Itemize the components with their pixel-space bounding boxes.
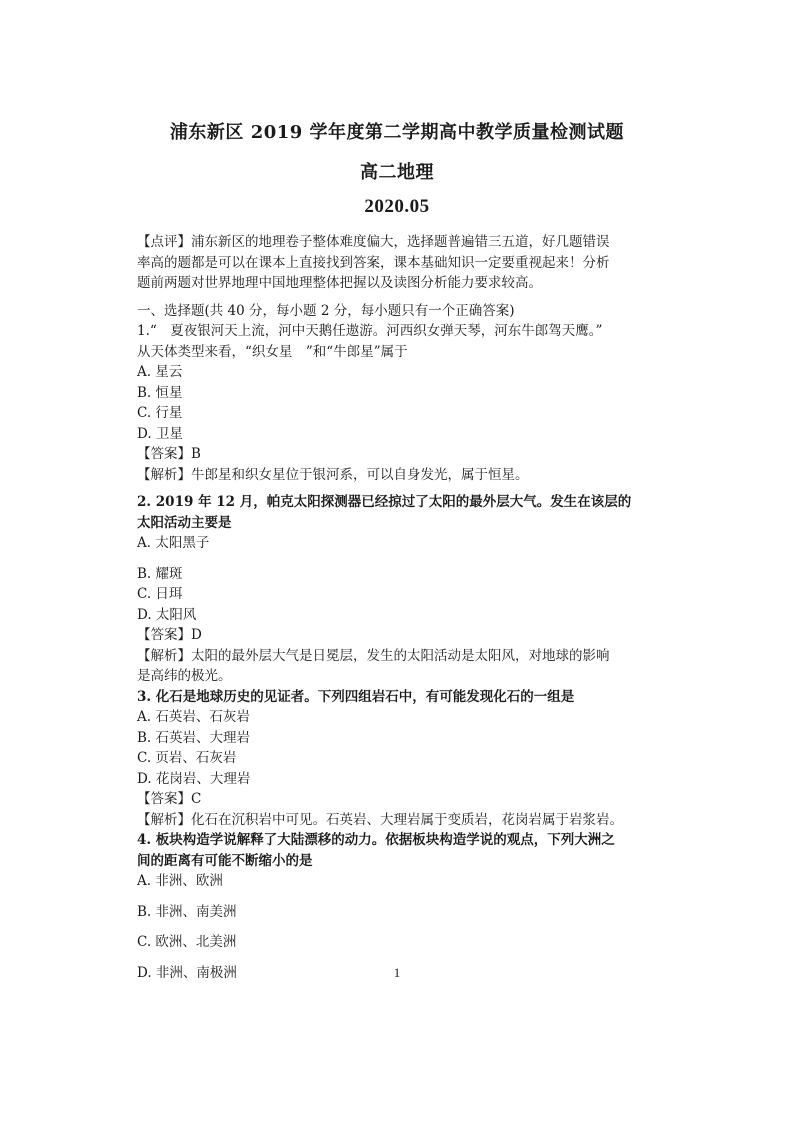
review-line: 题前两题对世界地理中国地理整体把握以及读图分析能力要求较高。 xyxy=(137,275,542,291)
option: D. 太阳风 xyxy=(137,606,197,623)
review-line: 【点评】浦东新区的地理卷子整体难度偏大，选择题普遍错三五道，好几题错误 xyxy=(137,234,610,250)
exam-title: 浦东新区 2019 学年度第二学期高中教学质量检测试题 xyxy=(169,122,625,143)
option: D. 卫星 xyxy=(137,425,183,442)
review-line: 率高的题都是可以在课本上直接找到答案，课本基础知识一定要重视起来！分析 xyxy=(137,254,610,271)
question-stem: 从天体类型来看，“织女星 ”和“牛郎星”属于 xyxy=(137,343,408,360)
option: B. 石英岩、大理岩 xyxy=(137,729,251,746)
option: C. 欧洲、北美洲 xyxy=(137,934,237,950)
question-stem: 3. 化石是地球历史的见证者。下列四组岩石中，有可能发现化石的一组是 xyxy=(137,688,575,705)
question-2 xyxy=(137,492,667,687)
option: D. 非洲、南极洲 xyxy=(137,964,237,981)
option: C. 日珥 xyxy=(137,586,183,602)
question-stem: 太阳活动主要是 xyxy=(137,514,232,531)
answer: 【答案】D xyxy=(137,627,202,643)
question-stem: 1.“ 夏夜银河天上流，河中天鹅任遨游。河西织女弹天琴，河东牛郎驾天鹰。” xyxy=(137,323,603,339)
question-4 xyxy=(137,830,667,983)
question-3 xyxy=(137,687,667,831)
option: A. 石英岩、石灰岩 xyxy=(137,709,250,725)
option: C. 行星 xyxy=(137,405,183,421)
question-stem: 间的距离有可能不断缩小的是 xyxy=(137,852,313,869)
option: B. 耀斑 xyxy=(137,565,183,582)
answer: 【答案】B xyxy=(137,446,201,462)
option: A. 太阳黑子 xyxy=(137,535,210,551)
review-paragraph xyxy=(137,232,667,294)
answer: 【答案】C xyxy=(137,791,202,807)
option: D. 花岗岩、大理岩 xyxy=(137,770,251,787)
option: A. 非洲、欧洲 xyxy=(137,873,223,889)
analysis: 【解析】牛郎星和织女星位于银河系，可以自身发光，属于恒星。 xyxy=(137,466,529,483)
exam-subject: 高二地理 xyxy=(360,162,434,183)
option: A. 星云 xyxy=(137,364,183,380)
exam-body xyxy=(137,232,667,983)
option: B. 恒星 xyxy=(137,384,183,401)
question-stem: 2. 2019 年 12 月，帕克太阳探测器已经掠过了太阳的最外层大气。发生在该层的 xyxy=(137,494,632,510)
exam-date: 2020.05 xyxy=(364,196,430,217)
question-stem: 4. 板块构造学说解释了大陆漂移的动力。依据板块构造学说的观点，下列大洲之 xyxy=(137,832,615,848)
analysis: 是高纬的极光。 xyxy=(137,668,232,684)
option: C. 页岩、石灰岩 xyxy=(137,750,237,766)
analysis: 【解析】太阳的最外层大气是日冕层，发生的太阳活动是太阳风，对地球的影响 xyxy=(137,647,610,664)
section-heading: 一、选择题(共 40 分，每小题 2 分，每小题只有一个正确答案) xyxy=(137,302,515,319)
page-number: 1 xyxy=(393,965,401,980)
analysis: 【解析】化石在沉积岩中可见。石英岩、大理岩属于变质岩，花岗岩属于岩浆岩。 xyxy=(137,811,623,828)
option: B. 非洲、南美洲 xyxy=(137,903,237,920)
question-1 xyxy=(137,321,667,485)
